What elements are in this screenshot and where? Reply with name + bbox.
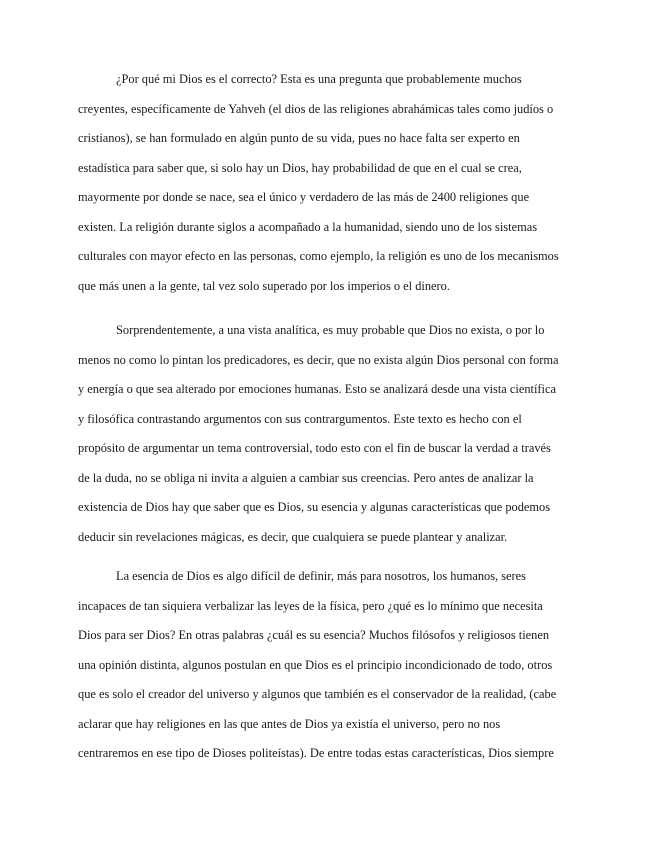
text-line: menos no como lo pintan los predicadores, es decir, que no exista algún Dios personal con forma xyxy=(78,352,559,367)
text-line: mayormente por donde se nace, sea el único y verdadero de las más de 2400 religiones que xyxy=(78,190,530,204)
text-line: cristianos), se han formulado en algún punto de su vida, pues no hace falta ser experto en xyxy=(78,131,520,145)
text-line: creyentes, específicamente de Yahveh (el dios de las religiones abrahámicas tales como judíos o xyxy=(78,101,554,116)
text-line: aclarar que hay religiones en las que antes de Dios ya existía el universo, pero no nos xyxy=(78,716,501,731)
paragraph-3 xyxy=(78,562,583,769)
text-line: de la duda, no se obliga ni invita a alguien a cambiar sus creencias. Pero antes de analizar la xyxy=(78,470,534,485)
text-line: existen. La religión durante siglos a acompañado a la humanidad, siendo uno de los sistemas xyxy=(78,219,538,234)
text-line: Dios para ser Dios? En otras palabras ¿cuál es su esencia? Muchos filósofos y religiosos tienen xyxy=(78,628,550,642)
paragraph-1 xyxy=(78,65,583,301)
text-line: que es solo el creador del universo y algunos que también es el conservador de la realidad, (cabe xyxy=(78,687,557,701)
text-line: estadística para saber que, si solo hay un Dios, hay probabilidad de que en el cual se crea, xyxy=(78,160,522,175)
text-line: centraremos en ese tipo de Dioses politeístas). De entre todas estas características, Dios siempre xyxy=(78,746,554,760)
text-line: ¿Por qué mi Dios es el correcto? Esta es una pregunta que probablemente muchos xyxy=(116,72,522,86)
text-line: que más unen a la gente, tal vez solo superado por los imperios o el dinero. xyxy=(78,278,450,293)
text-line: culturales con mayor efecto en las personas, como ejemplo, la religión es uno de los mecanismos xyxy=(78,249,559,263)
text-line: propósito de argumentar un tema controversial, todo esto con el fin de buscar la verdad a través xyxy=(78,441,551,455)
text-line: La esencia de Dios es algo difícil de definir, más para nosotros, los humanos, seres xyxy=(116,569,527,583)
text-line: deducir sin revelaciones mágicas, es decir, que cualquiera se puede plantear y analizar. xyxy=(78,529,508,544)
text-line: una opinión distinta, algunos postulan en que Dios es el principio incondicionado de todo, otros xyxy=(78,657,553,672)
text-line: incapaces de tan siquiera verbalizar las leyes de la física, pero ¿qué es lo mínimo que necesita xyxy=(78,598,543,613)
text-line: Sorprendentemente, a una vista analítica, es muy probable que Dios no exista, o por lo xyxy=(116,323,545,337)
paragraph-2 xyxy=(78,316,583,552)
text-line: y energía o que sea alterado por emociones humanas. Esto se analizará desde una vista científica xyxy=(78,382,556,396)
text-line: existencia de Dios hay que saber que es Dios, su esencia y algunas características que podemos xyxy=(78,500,551,514)
text-line: y filosófica contrastando argumentos con sus contrargumentos. Este texto es hecho con el xyxy=(78,411,522,426)
